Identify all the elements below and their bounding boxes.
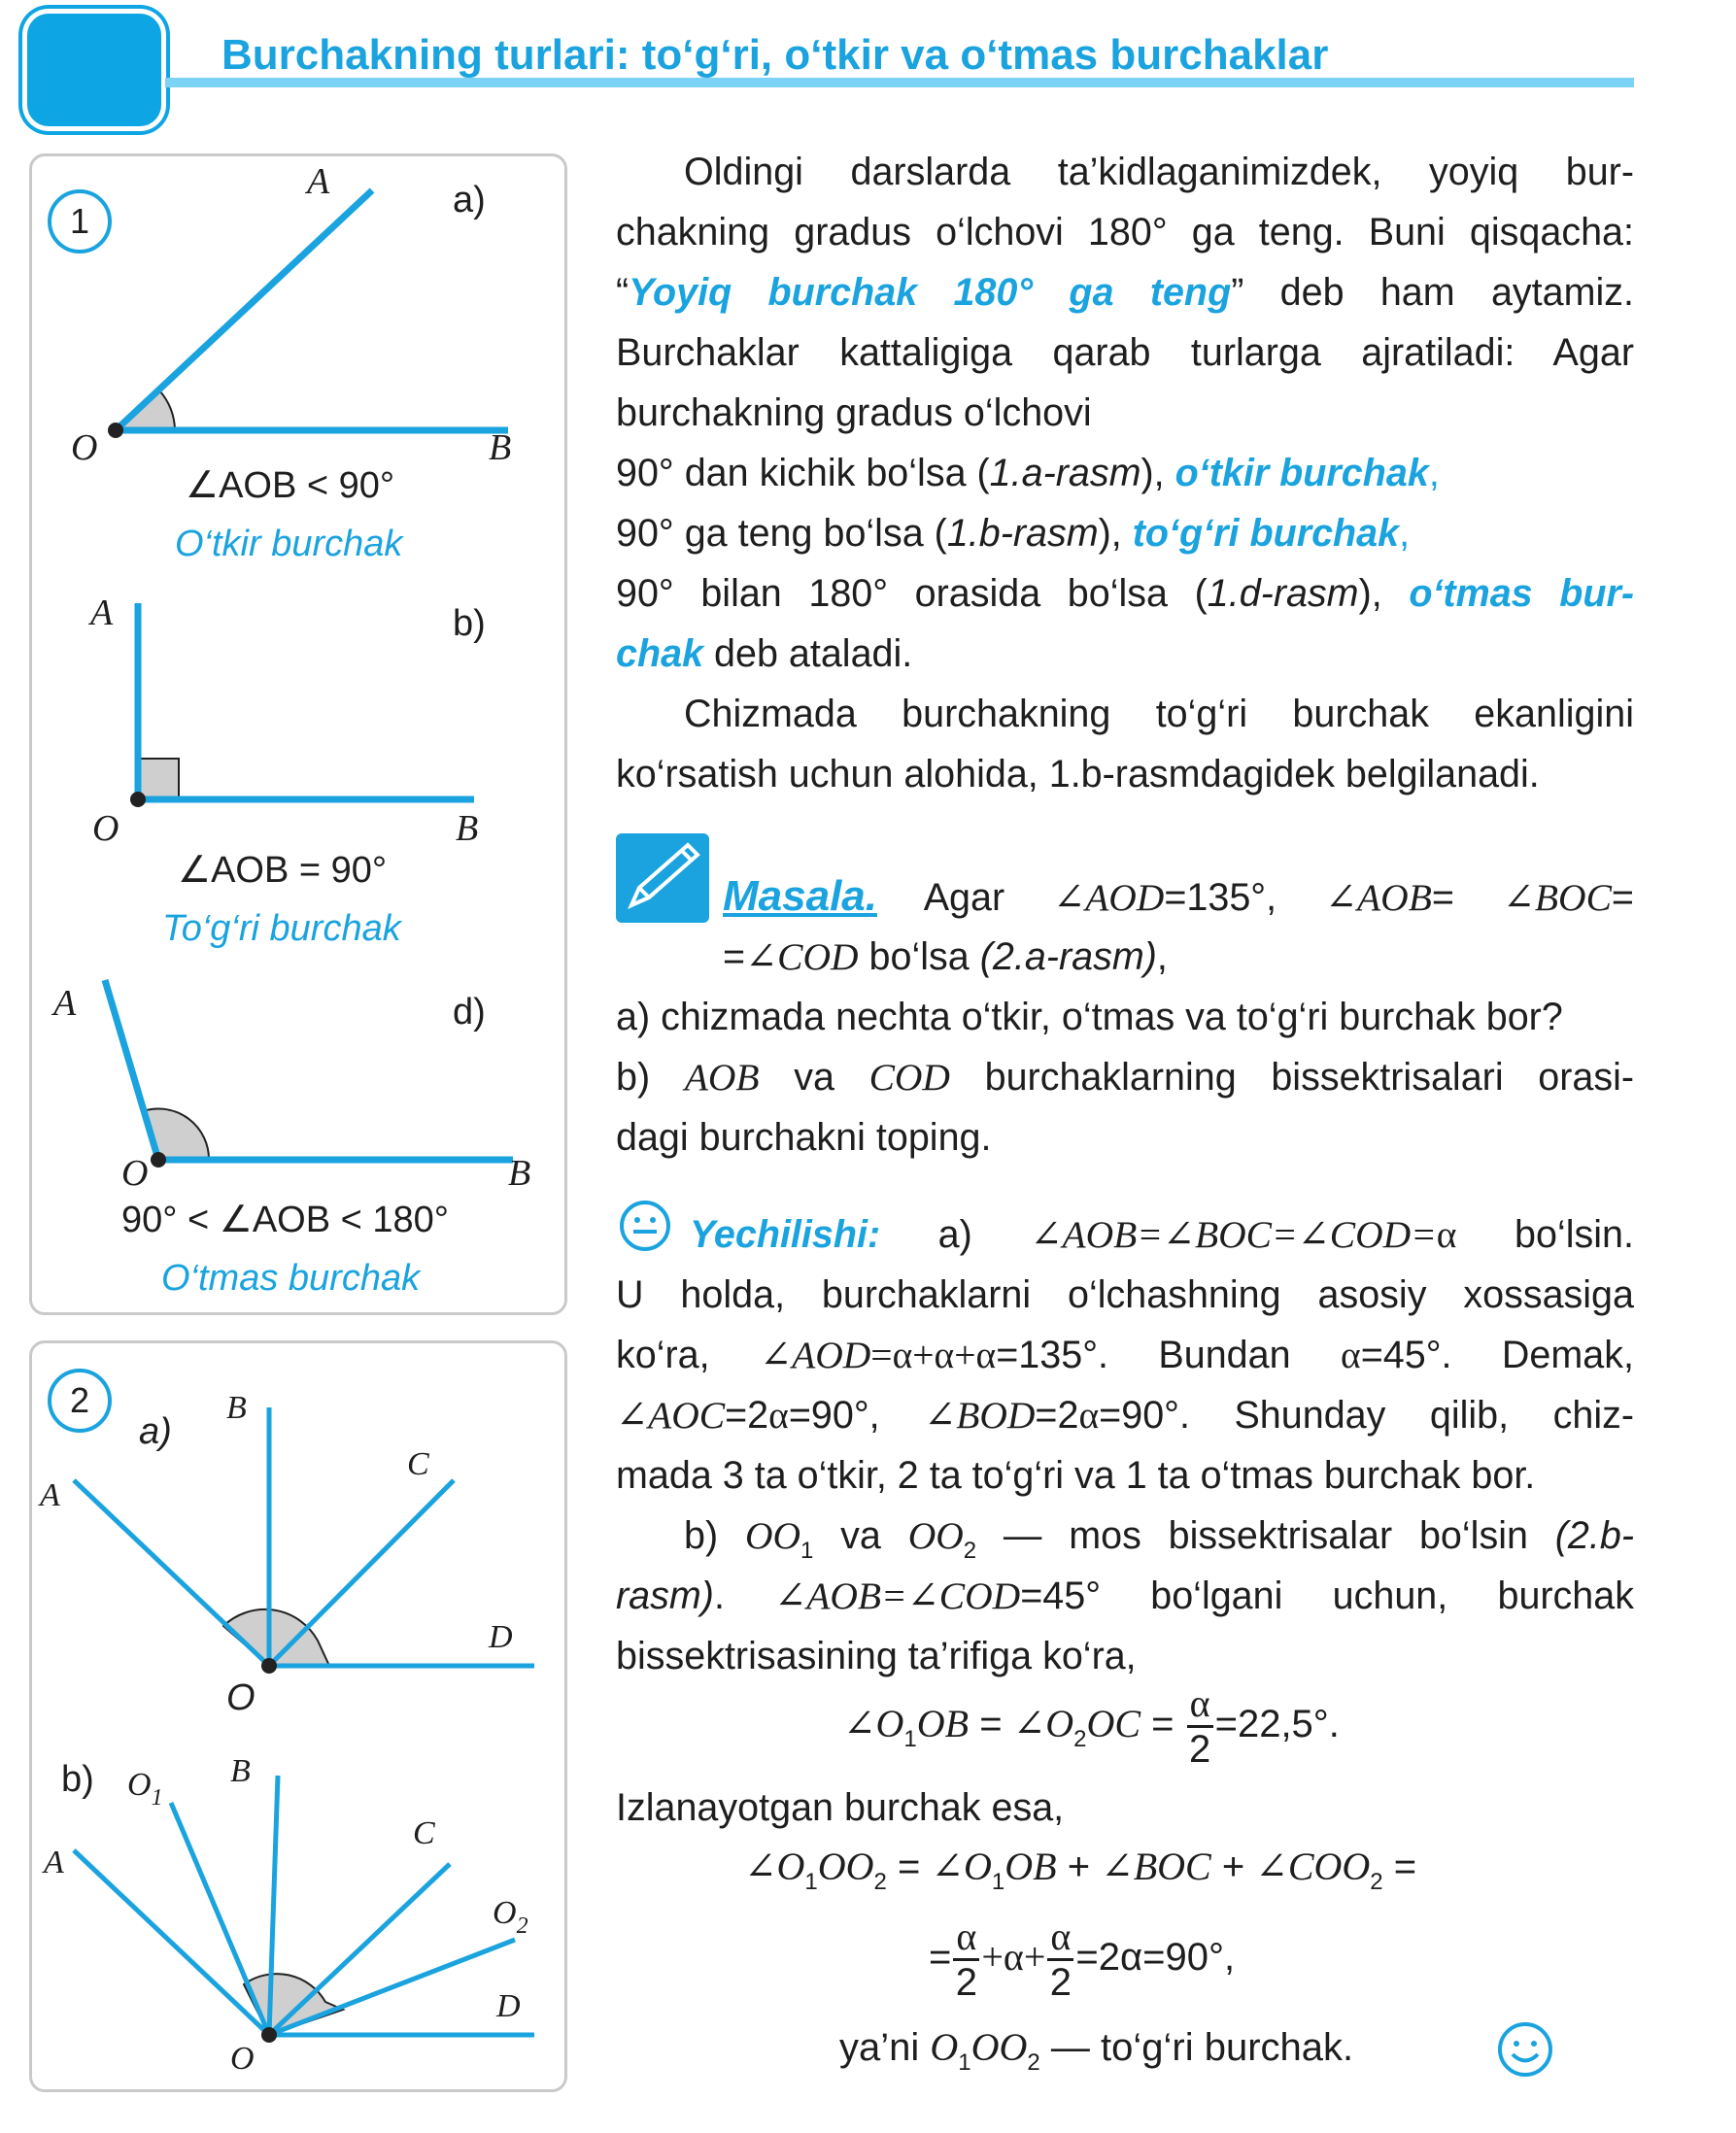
label-d: D (496, 1988, 521, 2024)
chapter-badge (27, 14, 161, 126)
intro-line-7: 90° ga teng bo‘lsa (1.b-rasm), to‘g‘ri burchak, (616, 512, 1411, 555)
intro-line-2: chakning gradus o‘lchovi 180° ga teng. Buni qisqacha: (616, 211, 1634, 254)
label-o: O (226, 1677, 255, 1718)
part-a-label: a) (453, 180, 486, 220)
figure-1-box (29, 153, 567, 1315)
ray-oa-obtuse (105, 980, 158, 1160)
label-o: O (121, 1153, 149, 1194)
figure-1-drawing (32, 156, 564, 1312)
solution-line-1: Yechilishi: a) ∠AOB=∠BOC=∠COD=α bo‘lsin. (690, 1213, 1634, 1256)
right-caption: To‘g‘ri burchak (162, 908, 401, 949)
intro-line-8: 90° bilan 180° orasida bo‘lsa (1.d-rasm), o‘tmas bur- (616, 572, 1634, 615)
label-b: B (226, 1390, 247, 1426)
smiley-icon (618, 1199, 672, 1253)
intro-line-5: burchakning gradus o‘lchovi (616, 391, 1092, 434)
solution-line-3: ko‘ra, ∠AOD=α+α+α=135°. Bundan α=45°. Demak, (616, 1334, 1634, 1376)
right-angle-mark (138, 759, 179, 799)
intro-line-11: ko‘rsatish uchun alohida, 1.b-rasmdagidek belgilanadi. (616, 753, 1540, 796)
intro-line-9: chak deb ataladi. (616, 632, 913, 675)
intro-line-3: “Yoyiq burchak 180° ga teng” deb ham aytamiz. (616, 271, 1635, 314)
label-a: A (44, 1845, 64, 1880)
label-d: D (489, 1619, 513, 1655)
page-title: Burchakning turlari: to‘g‘ri, o‘tkir va o‘tmas burchaklar (221, 31, 1329, 79)
solution-line-6: b) $OO_1$ va $OO_2$ — mos bissektrisalar bo‘lsin (2.b- (684, 1514, 1634, 1564)
pen-icon (614, 831, 711, 925)
label-o1: $O_1$ (127, 1767, 163, 1811)
intro-line-4: Burchaklar kattaligiga qarab turlarga ajratiladi: Agar (616, 331, 1634, 374)
equation-bisector-angle: $\angle O_1OB$ = $\angle O_2OC$ = $\frac{\alpha}{2}$ =22,5°. (843, 1681, 1340, 1771)
part-b-label: b) (453, 603, 486, 644)
label-c: C (407, 1446, 429, 1482)
ray-oc (269, 1480, 454, 1666)
figure-2-box (29, 1340, 567, 2092)
solution-line-4: ∠AOC=2α=90°, ∠BOD=2α=90°. Shunday qilib, chiz- (616, 1394, 1634, 1437)
part-a-label: a) (139, 1411, 172, 1452)
intro-line-1: Oldingi darslarda ta’kidlaganimizdek, yoyiq bur- (684, 151, 1634, 193)
acute-caption: O‘tkir burchak (175, 524, 403, 564)
equation-sum: $\angle O_1OO_2$ = $\angle O_1OB$ + ∠BOC + $\angle COO_2$ = (744, 1845, 1417, 1895)
ray-oa (74, 1850, 269, 2035)
label-o: O (230, 2041, 255, 2077)
vertex-o-obtuse (151, 1152, 166, 1168)
part-d-label: d) (453, 992, 486, 1033)
problem-line-2: =∠COD bo‘lsa (2.a-rasm), (723, 935, 1168, 978)
ray-oa (74, 1480, 269, 1666)
vertex-o (261, 1658, 277, 1674)
label-a: A (90, 592, 114, 633)
label-b: B (230, 1753, 251, 1789)
right-relation: ∠AOB = 90° (178, 850, 388, 891)
equation-result: = $\frac{\alpha}{2}$ +α+ $\frac{\alpha}{2}$ =2α=90°, (929, 1914, 1236, 2004)
solution-conclusion: ya’ni $O_1OO_2$ — to‘g‘ri burchak. (839, 2025, 1354, 2076)
problem-line-1: Masala. Agar ∠AOD=135°, ∠AOB= ∠BOC= (723, 872, 1634, 920)
bisector-oo1 (171, 1803, 269, 2035)
solution-line-9: Izlanayotgan burchak esa, (616, 1786, 1065, 1829)
label-a: A (40, 1477, 60, 1513)
figure-2-drawing (32, 1343, 564, 2089)
vertex-o-acute (108, 423, 123, 438)
label-c: C (413, 1815, 435, 1851)
intro-line-6: 90° dan kichik bo‘lsa (1.a-rasm), o‘tkir burchak, (616, 452, 1440, 494)
part-b-label: b) (61, 1759, 94, 1800)
label-o: O (92, 808, 119, 849)
obtuse-caption: O‘tmas burchak (161, 1258, 421, 1299)
solution-line-2: U holda, burchaklarni o‘lchashning asosiy xossasiga (616, 1273, 1634, 1316)
ray-oc (269, 1864, 450, 2035)
solution-line-5: mada 3 ta o‘tkir, 2 ta to‘g‘ri va 1 ta o‘tmas burchak bor. (616, 1454, 1536, 1497)
label-b: B (489, 427, 512, 468)
acute-relation: ∠AOB < 90° (186, 465, 395, 506)
label-o: O (71, 427, 98, 468)
label-b: B (508, 1153, 531, 1194)
problem-line-3: a) chizmada nechta o‘tkir, o‘tmas va to‘g‘ri burchak bor? (616, 996, 1563, 1038)
label-b: B (456, 808, 479, 849)
figure-2-number: 2 (48, 1369, 112, 1433)
solution-line-8: bissektrisasining ta’rifiga ko‘ra, (616, 1635, 1137, 1677)
ray-oa-acute (116, 190, 372, 430)
figure-1-number: 1 (48, 189, 112, 254)
vertex-o (261, 2027, 277, 2043)
problem-line-5: dagi burchakni toping. (616, 1116, 992, 1159)
vertex-o-right (130, 792, 146, 807)
problem-line-4: b) AOB va COD burchaklarning bissektrisalari orasi- (616, 1056, 1634, 1099)
label-a: A (307, 161, 330, 202)
label-o2: $O_2$ (493, 1895, 528, 1939)
solution-line-7: rasm). ∠AOB=∠COD=45° bo‘lgani uchun, burchak (616, 1574, 1634, 1617)
smile-icon (1496, 2020, 1554, 2079)
intro-line-10: Chizmada burchakning to‘g‘ri burchak ekanligini (684, 693, 1634, 735)
obtuse-relation: 90° < ∠AOB < 180° (121, 1200, 449, 1240)
label-a: A (53, 983, 77, 1024)
